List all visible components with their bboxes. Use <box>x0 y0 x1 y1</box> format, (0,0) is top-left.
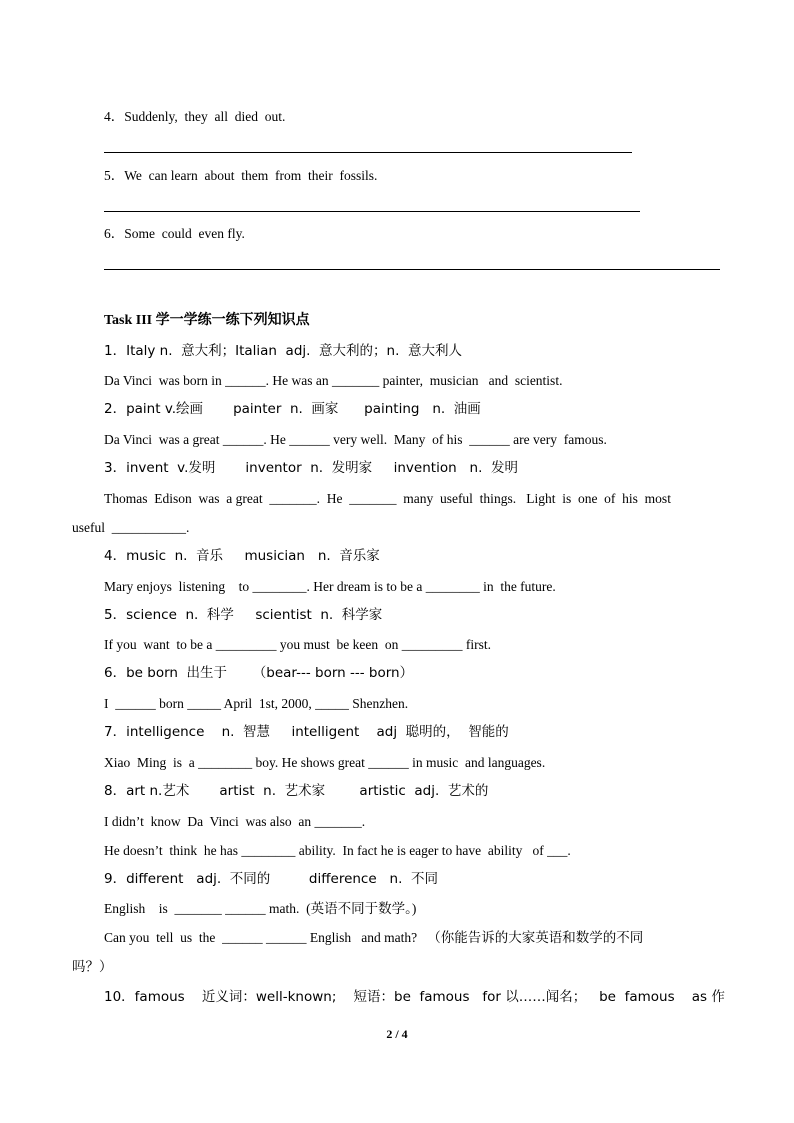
answer-line <box>104 211 640 212</box>
sentence-4: 4．Suddenly, they all died out. <box>104 109 286 124</box>
exercise-line: If you want to be a _________ you must be keen on _________ first. <box>104 637 491 652</box>
vocab-item: 7．intelligence n. 智慧 intelligent adj 聪明的， 智能的 <box>104 724 509 740</box>
section-title: Task III 学一学练一练下列知识点 <box>104 313 310 328</box>
exercise-line: He doesn’t think he has ________ ability. In fact he is eager to have ability of ___. <box>104 843 571 858</box>
vocab-item: 1．Italy n. 意大利；Italian adj. 意大利的；n. 意大利人 <box>104 343 462 359</box>
vocab-item: 4．music n. 音乐 musician n. 音乐家 <box>104 548 380 564</box>
vocab-item: 6．be born 出生于 （bear--- born --- born） <box>104 665 414 681</box>
exercise-line: I didn’t know Da Vinci was also an _______. <box>104 814 366 829</box>
exercise-line: 吗？） <box>72 959 113 975</box>
vocab-item: 9．different adj. 不同的 difference n. 不同 <box>104 871 438 887</box>
answer-line <box>104 152 632 153</box>
vocab-item: 5．science n. 科学 scientist n. 科学家 <box>104 607 383 623</box>
exercise-line: I ______ born _____ April 1st, 2000, _____ Shenzhen. <box>104 696 409 711</box>
exercise-line: useful ___________. <box>72 520 190 535</box>
exercise-line: Can you tell us the ______ ______ English and math? （你能告诉的大家英语和数学的不同 <box>104 930 644 945</box>
vocab-item: 3．invent v.发明 inventor n. 发明家 invention n. 发明 <box>104 460 518 476</box>
exercise-line: Da Vinci was a great ______. He ______ very well. Many of his ______ are very famous. <box>104 432 607 447</box>
vocab-item: 2．paint v.绘画 painter n. 画家 painting n. 油画 <box>104 401 481 417</box>
exercise-line: Mary enjoys listening to ________. Her dream is to be a ________ in the future. <box>104 579 556 594</box>
answer-line <box>104 269 720 270</box>
sentence-5: 5．We can learn about them from their fossils. <box>104 168 378 183</box>
exercise-line: Da Vinci was born in ______. He was an _______ painter, musician and scientist. <box>104 373 563 388</box>
exercise-line: Thomas Edison was a great _______. He _______ many useful things. Light is one of his most <box>104 491 671 506</box>
sentence-6: 6．Some could even fly. <box>104 226 245 241</box>
vocab-item: 10．famous 近义词：well-known; 短语：be famous for 以……闻名； be famous as 作 <box>104 989 725 1005</box>
exercise-line: English is _______ ______ math. (英语不同于数学。) <box>104 901 417 916</box>
vocab-item: 8．art n.艺术 artist n. 艺术家 artistic adj. 艺术的 <box>104 783 489 799</box>
exercise-line: Xiao Ming is a ________ boy. He shows great ______ in music and languages. <box>104 755 546 770</box>
page-number: 2 / 4 <box>386 1027 408 1041</box>
